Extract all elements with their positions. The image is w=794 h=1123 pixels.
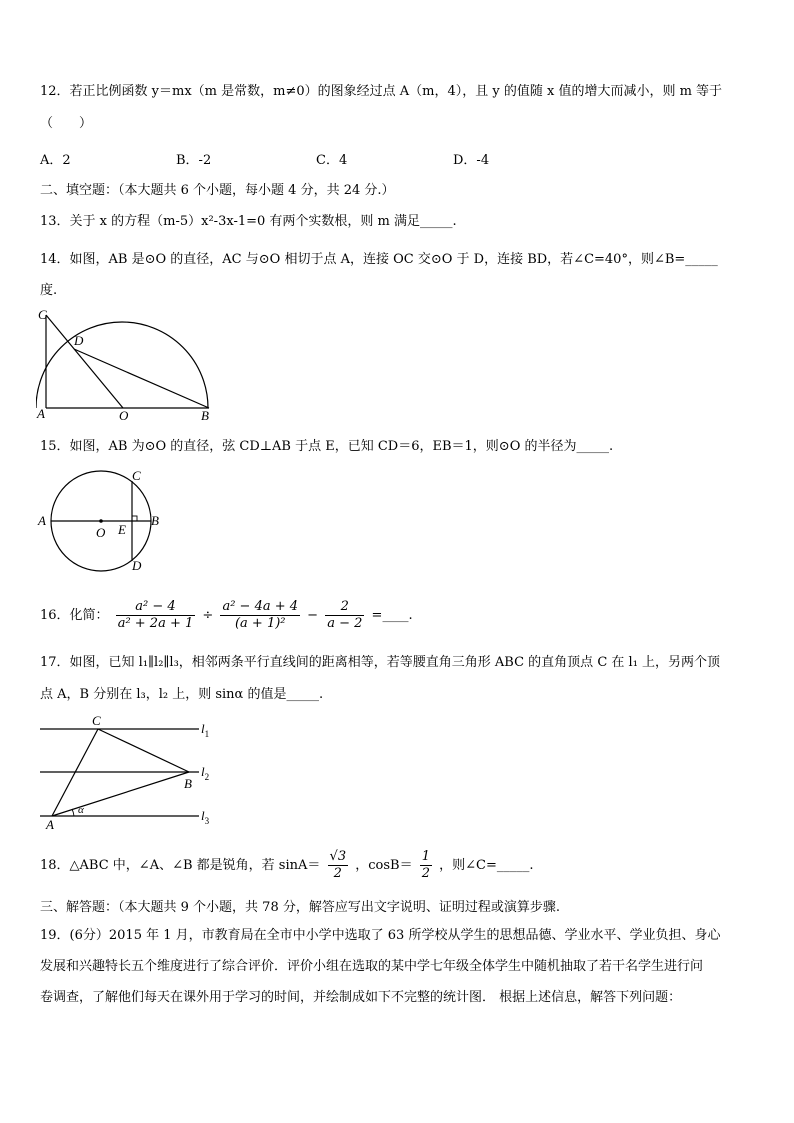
q18-fraction-2 xyxy=(420,849,432,882)
q12-line2: （ ） xyxy=(40,116,93,131)
q17-label-b: B xyxy=(184,776,192,791)
q12-option-d: D．-4 xyxy=(453,153,490,168)
q16-f2-numerator: a² − 4a + 4 xyxy=(222,599,299,614)
q15-text: 15．如图，AB 为⊙O 的直径，弦 CD⊥AB 于点 E，已知 CD＝6，EB＝1，则⊙O 的半径为_____. xyxy=(40,439,614,454)
q18-f1-numerator: √3 xyxy=(329,849,347,864)
q17-label-c: C xyxy=(92,713,101,728)
q15-figure xyxy=(36,464,166,574)
q17-label-alpha: α xyxy=(78,804,84,816)
q16-fraction-2 xyxy=(220,599,300,632)
q16-expression xyxy=(40,596,413,636)
q18-mid: ，cosB＝ xyxy=(355,858,413,873)
q18-prefix: 18．△ABC 中，∠A、∠B 都是锐角，若 sinA＝ xyxy=(40,858,321,873)
q15-label-d: D xyxy=(132,558,142,573)
q16-prefix: 16．化简： xyxy=(40,608,109,623)
q17-figure xyxy=(36,712,216,830)
q12-option-a: A．2 xyxy=(40,153,71,168)
q14-figure xyxy=(36,308,216,422)
q17-label-l1: $l_1$ xyxy=(201,721,210,739)
q18-f1-denominator: 2 xyxy=(333,866,342,881)
q17-line2: 点 A，B 分别在 l₃，l₂ 上，则 sinα 的值是_____. xyxy=(40,687,324,702)
q17-label-a: A xyxy=(46,817,54,830)
q16-f1-numerator: a² − 4 xyxy=(116,599,196,616)
q17-line1: 17．如图，已知 l₁∥l₂∥l₃，相邻两条平行直线间的距离相等，若等腰直角三角形 ABC 的直角顶点 C 在 l₁ 上，另两个顶 xyxy=(40,655,721,670)
section2-heading: 二、填空题：（本大题共 6 个小题，每小题 4 分，共 24 分.） xyxy=(40,183,395,198)
q16-op2: − xyxy=(307,608,319,623)
q14-label-a: A xyxy=(37,406,45,421)
q17-label-l3: $l_3$ xyxy=(201,808,210,826)
q14-label-d: D xyxy=(74,333,84,348)
q12-line1: 12．若正比例函数 y＝mx（m 是常数，m≠0）的图象经过点 A（m，4），且 y 的值随 x 值的增大而减小，则 m 等于 xyxy=(40,84,723,99)
q19-line1: 19．(6分）2015 年 1 月，市教育局在全市中小学中选取了 63 所学校从学生的思想品德、学业水平、学业负担、身心 xyxy=(40,928,721,943)
q16-f3-denominator: a − 2 xyxy=(327,616,363,631)
q16-fraction-3 xyxy=(325,599,364,632)
q18-suffix: ，则∠C=_____. xyxy=(439,858,534,873)
q16-op1: ÷ xyxy=(202,608,214,623)
q16-fraction-1 xyxy=(116,599,196,632)
q16-f3-numerator: 2 xyxy=(325,599,364,616)
q12-option-b: B．-2 xyxy=(176,153,212,168)
q15-label-c: C xyxy=(132,468,141,483)
q15-label-b: B xyxy=(151,513,159,528)
q15-label-a: A xyxy=(38,513,46,528)
q12-option-c: C．4 xyxy=(316,153,348,168)
q19-line2: 发展和兴趣特长五个维度进行了综合评价．评价小组在选取的某中学七年级全体学生中随机抽取了若干名学生进行问 xyxy=(40,959,704,974)
q15-label-o: O xyxy=(96,525,106,540)
q14-label-c: C xyxy=(38,308,47,322)
q14-label-b: B xyxy=(201,408,209,422)
q15-label-e: E xyxy=(118,522,126,537)
q18-expression xyxy=(40,846,534,886)
q18-f2-numerator: 1 xyxy=(421,849,430,864)
q19-line3: 卷调查，了解他们每天在课外用于学习的时间，并绘制成如下不完整的统计图． 根据上述信息，解答下列问题： xyxy=(40,990,682,1005)
q14-line1: 14．如图，AB 是⊙O 的直径，AC 与⊙O 相切于点 A，连接 OC 交⊙O 于 D，连接 BD，若∠C=40°，则∠B=_____ xyxy=(40,252,718,267)
q14-label-o: O xyxy=(119,408,129,422)
q18-fraction-1 xyxy=(328,849,349,882)
q13-text: 13．关于 x 的方程（m-5）x²-3x-1=0 有两个实数根，则 m 满足_____. xyxy=(40,214,457,229)
q14-line2: 度. xyxy=(40,283,58,298)
q18-f2-denominator: 2 xyxy=(421,866,430,881)
q16-suffix: =____. xyxy=(371,608,413,623)
q16-f2-denominator: (a + 1)² xyxy=(234,616,286,631)
q16-f1-denominator: a² + 2a + 1 xyxy=(117,616,194,631)
section3-heading: 三、解答题：（本大题共 9 个小题，共 78 分，解答应写出文字说明、证明过程或演算步骤. xyxy=(40,900,560,915)
q17-label-l2: $l_2$ xyxy=(201,764,210,782)
